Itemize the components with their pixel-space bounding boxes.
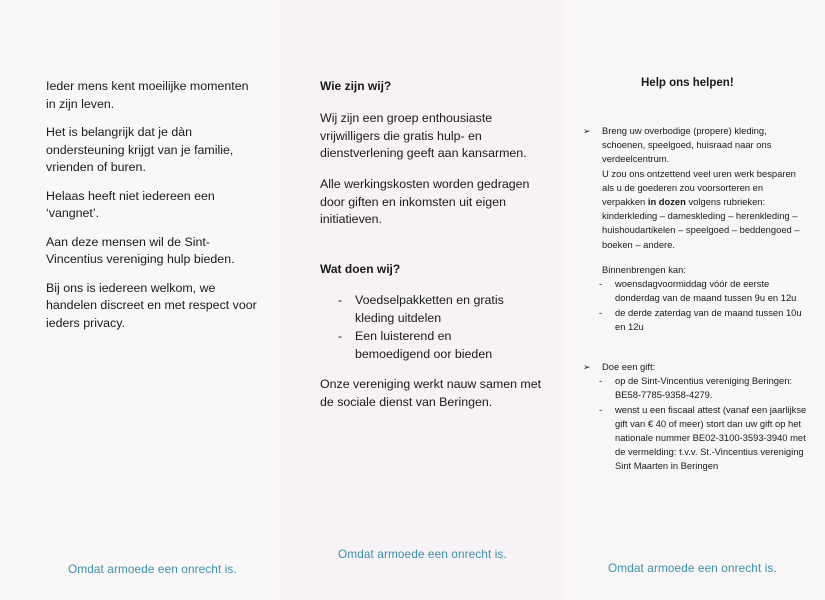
bring-goods-block: [583, 124, 802, 252]
dropoff-title: Binnenbrengen kan:: [602, 264, 686, 275]
donation-block: [583, 360, 807, 474]
tagline: Omdat armoede een onrecht is.: [68, 562, 237, 576]
paragraph: Ieder mens kent moeilijke momenten in zijn leven.: [46, 79, 249, 111]
dropoff-time: - woensdagvoormiddag vóór de eerste donderdag van de maand tussen 9u en 12u: [599, 277, 807, 305]
sorting-text: U zou ons ontzettend veel uren werk besparen als u de goederen zou voorsorteren en verpakken in dozen volgens rubrieken: kinderkleding – dameskleding – herenkleding – huishoudartikelen – speelgoed – beddengoed – boeken – andere.: [602, 167, 800, 250]
dropoff-time: - de derde zaterdag van de maand tussen 10u en 12u: [599, 306, 807, 334]
paragraph: Bij ons is iedereen welkom, we handelen discreet en met respect voor ieders privacy.: [46, 280, 257, 330]
paragraph: Het is belangrijk dat je dàn ondersteuning krijgt van je familie, vrienden of buren.: [46, 125, 234, 174]
paragraph: Helaas heeft niet iedereen een ‘vangnet’.: [46, 188, 215, 220]
arrow-bullet-icon: ➢: [583, 126, 591, 136]
paragraph-costs: Alle werkingskosten worden gedragen door giften en inkomsten uit eigen initiatieven.: [320, 177, 530, 226]
activities-list: [338, 292, 528, 364]
arrow-bullet-icon: ➢: [583, 362, 591, 372]
bring-text: Breng uw overbodige (propere) kleding, schoenen, speelgoed, huisraad naar ons verdeelcentrum.: [602, 125, 772, 165]
heading-what: Wat doen wij?: [320, 262, 401, 276]
list-item: - Voedselpakketten en gratis kleding uitdelen: [338, 292, 528, 327]
tagline: Omdat armoede een onrecht is.: [608, 561, 777, 575]
heading-help: Help ons helpen!: [641, 77, 734, 89]
donation-fiscal: - wenst u een fiscaal attest (vanaf een jaarlijkse gift van € 40 of meer) stort dan uw gift op het nationale nummer BE02-3100-3593-3940 met de vermelding: t.v.v. St.-Vincentius vereniging Sint Maarten in Beringen: [599, 403, 807, 474]
donation-title: Doe een gift:: [602, 361, 656, 372]
heading-who: Wie zijn wij?: [320, 79, 392, 93]
tagline: Omdat armoede een onrecht is.: [338, 547, 507, 561]
donation-account: - op de Sint-Vincentius vereniging Beringen: BE58-7785-9358-4279.: [599, 374, 807, 402]
dropoff-block: [602, 263, 807, 334]
list-item: - Een luisterend en bemoedigend oor bieden: [338, 328, 528, 363]
panel-middle: [280, 0, 565, 600]
paragraph-cooperation: Onze vereniging werkt nauw samen met de sociale dienst van Beringen.: [320, 377, 542, 409]
paragraph-who: Wij zijn een groep enthousiaste vrijwilligers die gratis hulp- en dienstverlening geeft aan kansarmen.: [320, 111, 527, 160]
panel-left: [0, 0, 280, 600]
intro-text: [46, 78, 261, 343]
panel-right: [565, 0, 825, 600]
paragraph: Aan deze mensen wil de Sint-Vincentius vereniging hulp bieden.: [46, 234, 235, 266]
